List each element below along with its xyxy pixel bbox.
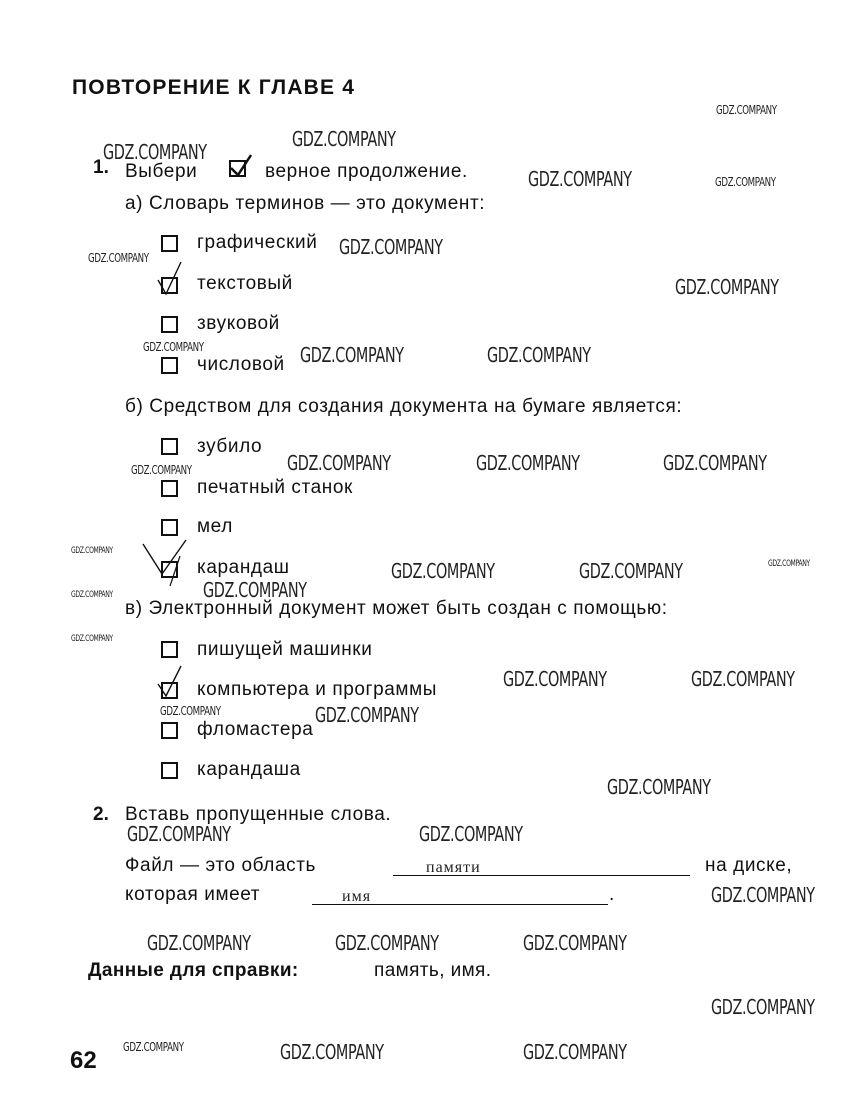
watermark: GDZ.COMPANY [419,822,523,846]
watermark: GDZ.COMPANY [711,883,815,907]
watermark: GDZ.COMPANY [160,704,221,718]
watermark: GDZ.COMPANY [663,451,767,475]
watermark: GDZ.COMPANY [528,167,632,191]
watermark: GDZ.COMPANY [88,251,149,265]
reference-words: память, имя. [374,960,492,981]
watermark: GDZ.COMPANY [768,559,810,569]
task-1-prompt-end: верное продолжение. [265,161,468,182]
watermark: GDZ.COMPANY [203,578,307,602]
watermark: GDZ.COMPANY [691,667,795,691]
task-2-number: 2. [93,804,109,825]
check-mark-icon [155,662,185,702]
option-numeric: числовой [197,354,285,375]
page-number: 62 [70,1047,97,1074]
option-computer: компьютера и программы [197,679,438,700]
check-mark-sample-icon [226,152,256,180]
watermark: GDZ.COMPANY [147,931,251,955]
watermark: GDZ.COMPANY [715,175,776,189]
task-1a-stem: а) Словарь терминов — это документ: [125,193,486,214]
fill-line-1-start: Файл — это область [125,855,317,876]
fill-line-2-start: которая имеет [125,884,261,905]
reference-label: Данные для справки: [88,960,299,981]
option-marker: фломастера [197,719,314,740]
option-sound: звуковой [197,313,280,334]
fill-line-2-end: . [609,884,615,905]
task-1c-stem: в) Электронный документ может быть создан с помощью: [125,598,668,619]
watermark: GDZ.COMPANY [487,343,591,367]
task-1-prompt-start: Выбери [125,161,198,182]
watermark: GDZ.COMPANY [300,343,404,367]
option-graphic: графический [197,232,318,253]
checkbox-sound[interactable] [161,316,178,333]
watermark: GDZ.COMPANY [280,1040,384,1064]
watermark: GDZ.COMPANY [71,590,113,600]
checkbox-chalk[interactable] [161,519,178,536]
watermark: GDZ.COMPANY [503,667,607,691]
watermark: GDZ.COMPANY [127,822,231,846]
option-chalk: мел [197,516,233,537]
option-pencil-2: карандаша [197,759,301,780]
watermark: GDZ.COMPANY [675,275,779,299]
checkbox-typewriter[interactable] [161,641,178,658]
watermark: GDZ.COMPANY [292,127,396,151]
checkbox-graphic[interactable] [161,235,178,252]
check-mark-icon [140,538,190,588]
checkbox-pencil-2[interactable] [161,762,178,779]
watermark: GDZ.COMPANY [123,1040,184,1054]
option-chisel: зубило [197,436,263,457]
option-pencil: карандаш [197,557,290,578]
task-1-number: 1. [93,157,109,178]
watermark: GDZ.COMPANY [335,931,439,955]
watermark: GDZ.COMPANY [131,463,192,477]
watermark: GDZ.COMPANY [523,1040,627,1064]
watermark: GDZ.COMPANY [391,559,495,583]
checkbox-marker[interactable] [161,722,178,739]
answer-2: имя [342,888,372,905]
watermark: GDZ.COMPANY [287,451,391,475]
watermark: GDZ.COMPANY [103,140,207,164]
answer-1: памяти [426,859,481,876]
checkbox-printing-press[interactable] [161,480,178,497]
watermark: GDZ.COMPANY [71,546,113,556]
option-typewriter: пишущей машинки [197,639,373,660]
fill-line-1-end: на диске, [705,855,793,876]
task-2-prompt: Вставь пропущенные слова. [125,804,392,825]
checkbox-numeric[interactable] [161,357,178,374]
watermark: GDZ.COMPANY [143,340,204,354]
watermark: GDZ.COMPANY [579,559,683,583]
watermark: GDZ.COMPANY [476,451,580,475]
check-mark-icon [155,258,185,300]
watermark: GDZ.COMPANY [716,103,777,117]
watermark: GDZ.COMPANY [339,235,443,259]
watermark: GDZ.COMPANY [607,775,711,799]
option-printing-press: печатный станок [197,477,353,498]
watermark: GDZ.COMPANY [315,703,419,727]
checkbox-chisel[interactable] [161,438,178,455]
watermark: GDZ.COMPANY [71,634,113,644]
task-1b-stem: б) Средством для создания документа на бумаге является: [125,396,683,417]
watermark: GDZ.COMPANY [711,995,815,1019]
page-title: ПОВТОРЕНИЕ К ГЛАВЕ 4 [72,76,356,99]
watermark: GDZ.COMPANY [523,931,627,955]
option-text: текстовый [197,273,293,294]
